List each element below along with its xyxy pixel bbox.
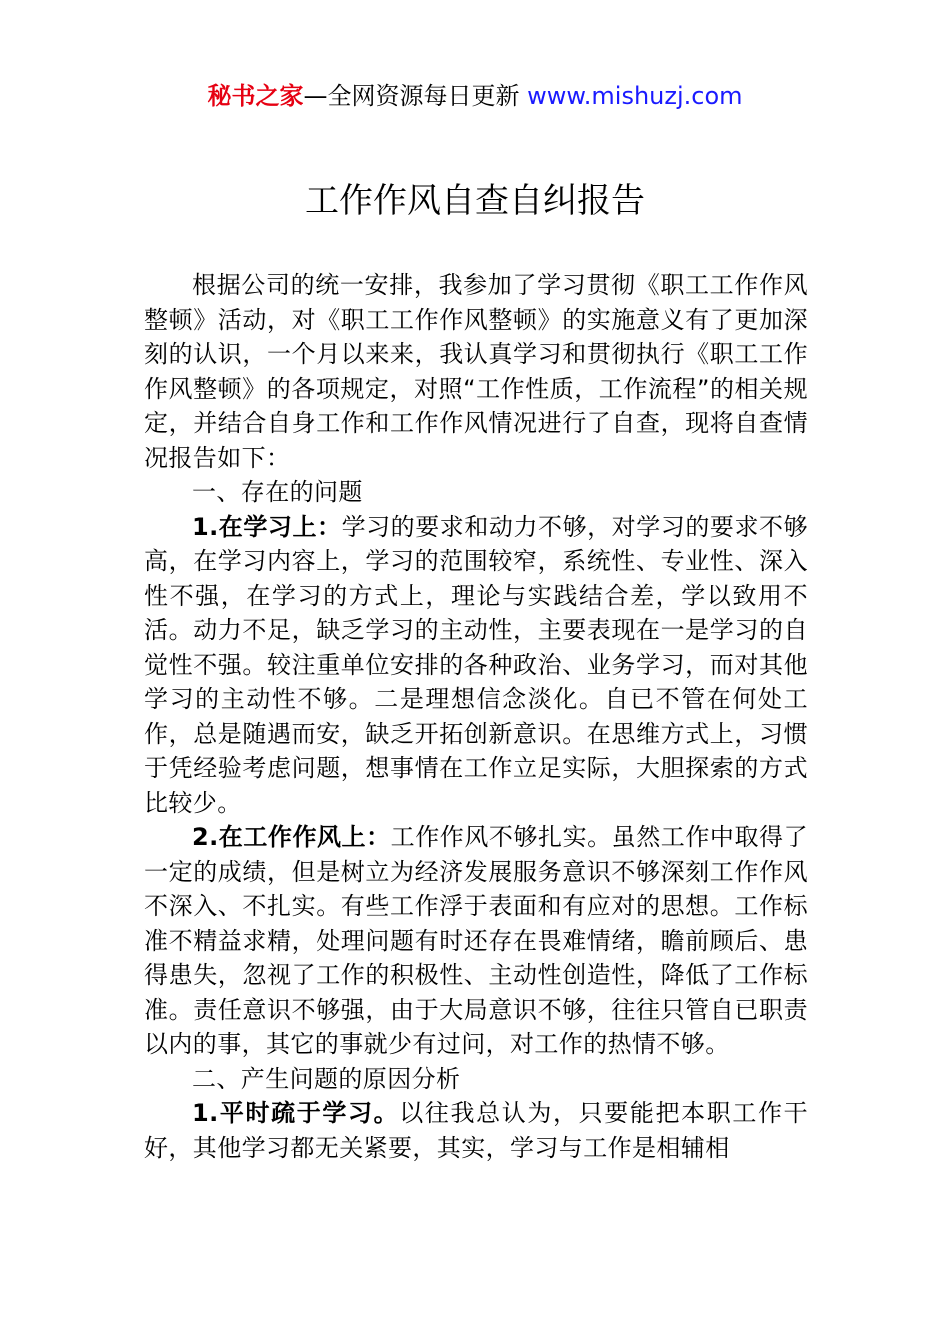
- site-brand: 秘书之家: [207, 82, 304, 110]
- paragraph-lead: 1.在学习上：: [192, 512, 342, 541]
- section-heading-problems: 一、存在的问题: [192, 478, 363, 506]
- site-header: [0, 78, 950, 114]
- paragraph-causes-study: 1.平时疏于学习。以往我总认为，只要能把本职工作干好，其他学习都无关紧要，其实，学习与工作是相辅相: [144, 1099, 808, 1162]
- site-slogan: —全网资源每日更新: [303, 82, 528, 110]
- paragraph-lead: 1.平时疏于学习。: [192, 1099, 400, 1127]
- paragraph-work-style: 2.在工作作风上：工作作风不够扎实。虽然工作中取得了一定的成绩，但是树立为经济发展服务意识不够深刻工作作风不深入、不扎实。有些工作浮于表面和有应对的思想。工作标准不精益求精，处理问题有时还存在畏难情绪，瞻前顾后、患得患失，忽视了工作的积极性、主动性创造性，降低了工作标准。责任意识不够强，由于大局意识不够，往往只管自已职责以内的事，其它的事就少有过问，对工作的热情不够。: [144, 823, 808, 1058]
- paragraph-intro: 根据公司的统一安排，我参加了学习贯彻《职工工作作风整顿》活动，对《职工工作作风整顿》的实施意义有了更加深刻的认识，一个月以来来，我认真学习和贯彻执行《职工工作作风整顿》的各项规定，对照“工作性质，工作流程”的相关规定，并结合自身工作和工作作风情况进行了自查，现将自查情况报告如下：: [144, 271, 808, 472]
- section-heading-causes: 二、产生问题的原因分析: [192, 1064, 461, 1093]
- paragraph-lead: 2.在工作作风上：: [192, 823, 391, 851]
- document-body: [144, 268, 808, 1165]
- paragraph-study: 1.在学习上：学习的要求和动力不够，对学习的要求不够高，在学习内容上，学习的范围较窄，系统性、专业性、深入性不强，在学习的方式上，理论与实践结合差，学以致用不活。动力不足，缺乏学习的主动性，主要表现在一是学习的自觉性不强。较注重单位安排的各种政治、业务学习，而对其他学习的主动性不够。二是理想信念淡化。自已不管在何处工作，总是随遇而安，缺乏开拓创新意识。在思维方式上，习惯于凭经验考虑问题，想事情在工作立足实际，大胆探索的方式比较少。: [144, 512, 808, 817]
- site-url-link[interactable]: www.mishuzj.com: [527, 82, 743, 110]
- document-title: 工作作风自查自纠报告: [305, 181, 645, 221]
